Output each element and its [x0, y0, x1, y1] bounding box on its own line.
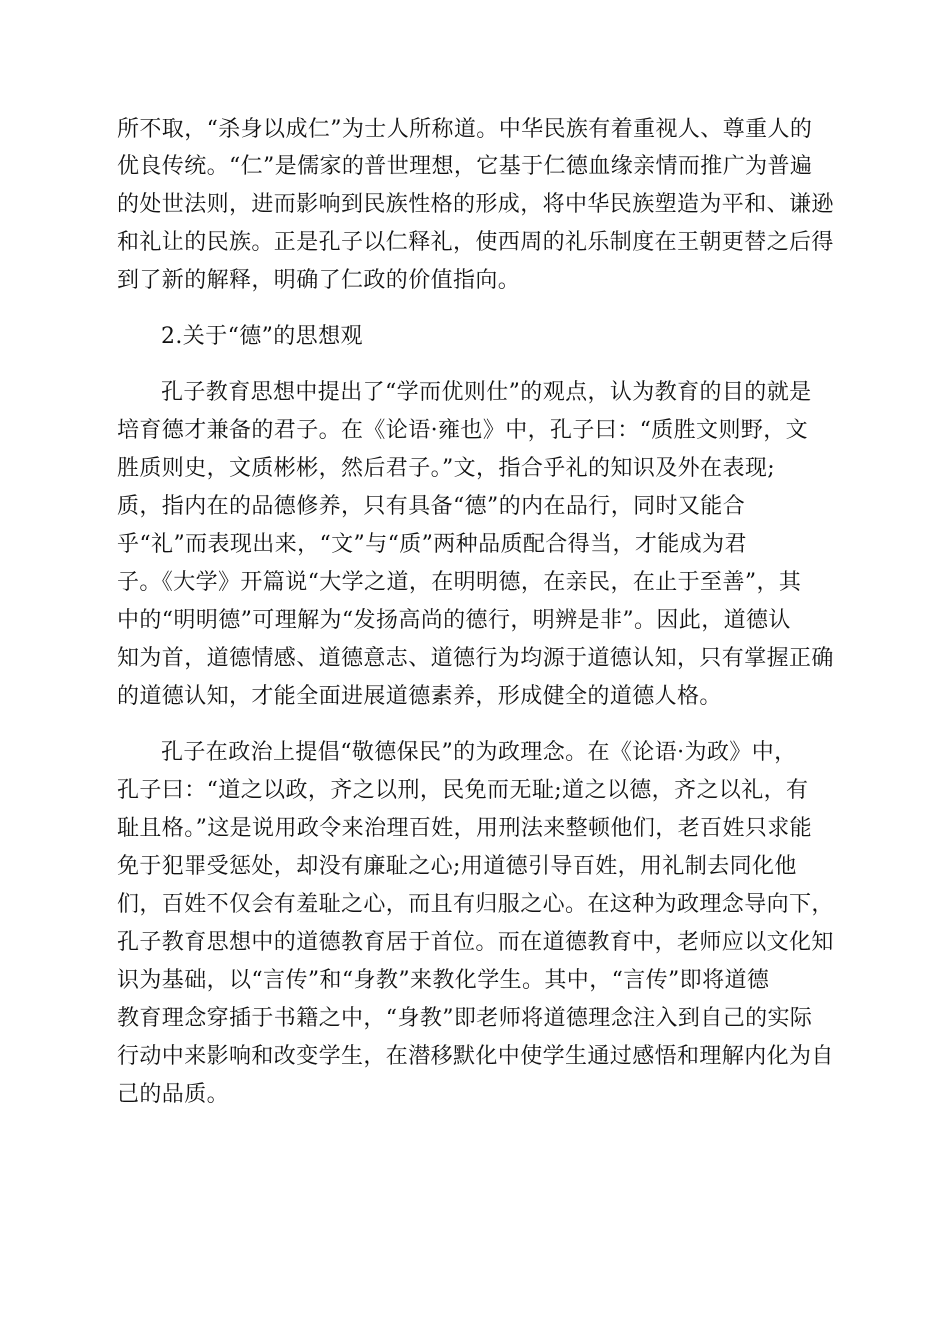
text-line: 的处世法则，进而影响到民族性格的形成，将中华民族塑造为平和、谦逊: [117, 192, 834, 217]
text-line: 行动中来影响和改变学生，在潜移默化中使学生通过感悟和理解内化为自: [117, 1044, 834, 1069]
text-line: 耻且格。”这是说用政令来治理百姓，用刑法来整顿他们，老百姓只求能: [117, 816, 813, 841]
text-line: 所不取，“杀身以成仁”为士人所称道。中华民族有着重视人、尊重人的: [117, 117, 813, 142]
text-line: 和礼让的民族。正是孔子以仁释礼，使西周的礼乐制度在王朝更替之后得: [117, 230, 834, 255]
text-line: 孔子教育思想中提出了“学而优则仕”的观点，认为教育的目的就是: [161, 380, 812, 405]
text-line: 孔子教育思想中的道德教育居于首位。而在道德教育中，老师应以文化知: [117, 930, 834, 955]
text-line: 孔子曰：“道之以政，齐之以刑，民免而无耻;道之以德，齐之以礼，有: [117, 778, 809, 803]
text-line: 质，指内在的品德修养，只有具备“德”的内在品行，同时又能合: [117, 494, 746, 519]
text-line: 子。《大学》开篇说“大学之道，在明明德，在亲民，在止于至善”，其: [117, 570, 802, 595]
text-line: 优良传统。“仁”是儒家的普世理想，它基于仁德血缘亲情而推广为普遍: [117, 154, 813, 179]
text-line: 知为首，道德情感、道德意志、道德行为均源于道德认知，只有掌握正确: [117, 646, 834, 671]
text-line: 孔子在政治上提倡“敬德保民”的为政理念。在《论语·为政》中，: [161, 740, 797, 765]
text-line: 教育理念穿插于书籍之中，“身教”即老师将道德理念注入到自己的实际: [117, 1006, 813, 1031]
text-line: 的道德认知，才能全面进展道德素养，形成健全的道德人格。: [117, 684, 722, 709]
text-line: 培育德才兼备的君子。在《论语·雍也》中，孔子曰：“质胜文则野，文: [117, 418, 809, 443]
heading-text: 2.关于“德”的思想观: [161, 324, 363, 349]
text-line: 们，百姓不仅会有羞耻之心，而且有归服之心。在这种为政理念导向下，: [117, 892, 834, 917]
text-line: 己的品质。: [117, 1082, 230, 1107]
text-line: 中的“明明德”可理解为“发扬高尚的德行，明辨是非”。因此，道德认: [117, 608, 791, 633]
text-line: 到了新的解释，明确了仁政的价值指向。: [117, 268, 521, 293]
text-line: 乎“礼”而表现出来，“文”与“质”两种品质配合得当，才能成为君: [117, 532, 747, 557]
text-line: 识为基础，以“言传”和“身教”来教化学生。其中，“言传”即将道德: [117, 968, 770, 993]
text-line: 免于犯罪受惩处，却没有廉耻之心;用道德引导百姓，用礼制去同化他: [117, 854, 797, 879]
text-line: 胜质则史，文质彬彬，然后君子。”文，指合乎礼的知识及外在表现;: [117, 456, 776, 481]
